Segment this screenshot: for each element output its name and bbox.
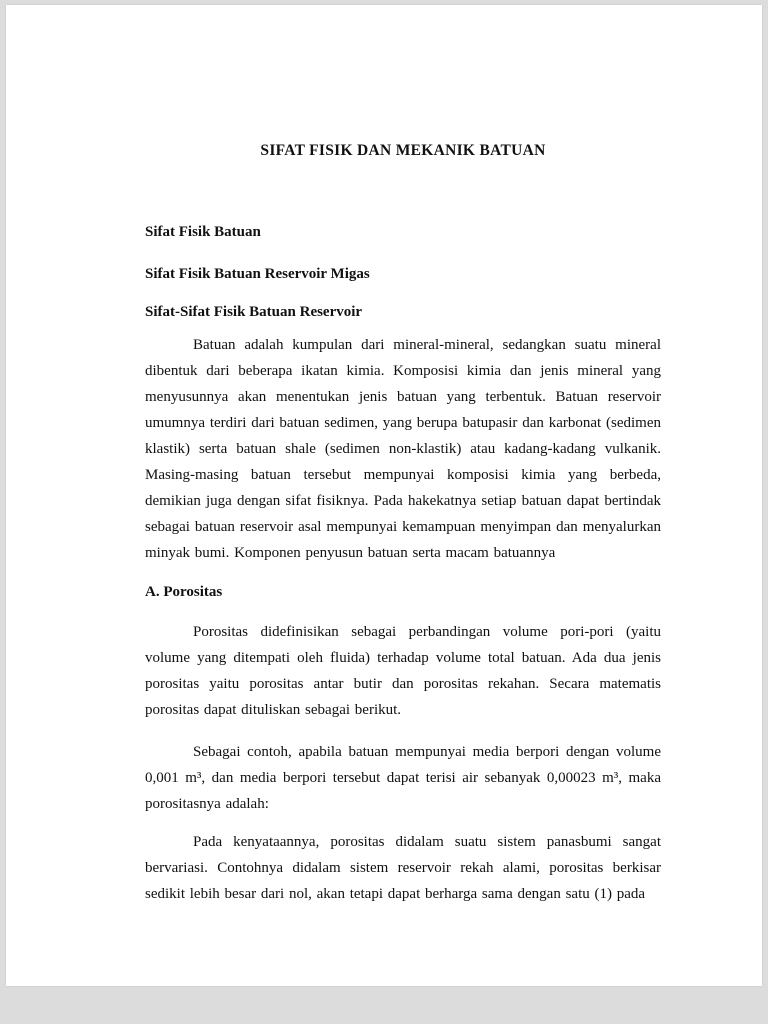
paragraph-porositas-contoh: Sebagai contoh, apabila batuan mempunyai media berpori dengan volume 0,001 m³, dan media berpori tersebut dapat terisi air sebanyak 0,00023 m³, maka porositasnya adalah: [145, 744, 661, 812]
paragraph-porositas-definition: Porositas didefinisikan sebagai perbandingan volume pori-pori (yaitu volume yang ditempati oleh fluida) terhadap volume total batuan. Ada dua jenis porositas yaitu porositas antar butir dan porositas rekahan. Secara matematis porositas dapat dituliskan sebagai berikut. [145, 624, 661, 718]
heading-porositas: A. Porositas [145, 584, 223, 600]
document-title-text: SIFAT FISIK DAN MEKANIK BATUAN [260, 142, 546, 159]
heading-sifat-fisik-batuan-reservoir-migas: Sifat Fisik Batuan Reservoir Migas [145, 266, 370, 282]
heading-sifat-sifat-fisik-batuan-reservoir: Sifat-Sifat Fisik Batuan Reservoir [145, 304, 363, 320]
document-content [145, 138, 661, 907]
paragraph-batuan-definition: Batuan adalah kumpulan dari mineral-mineral, sedangkan suatu mineral dibentuk dari beberapa ikatan kimia. Komposisi kimia dan jenis mineral yang menyusunnya akan menentukan jenis batuan yang terbentuk. Batuan reservoir umumnya terdiri dari batuan sedimen, yang berupa batupasir dan karbonat (sedimen klastik) serta batuan shale (sedimen non-klastik) atau kadang-kadang vulkanik. Masing-masing batuan tersebut mempunyai komposisi kimia yang berbeda, demikian juga dengan sifat fisiknya. Pada hakekatnya setiap batuan dapat bertindak sebagai batuan reservoir asal mempunyai kemampuan menyimpan dan menyalurkan minyak bumi. Komponen penyusun batuan serta macam batuannya [145, 337, 661, 561]
document-title [145, 138, 661, 164]
document-page [6, 5, 762, 986]
heading-sifat-fisik-batuan: Sifat Fisik Batuan [145, 224, 261, 240]
paragraph-porositas-panasbumi: Pada kenyataannya, porositas didalam suatu sistem panasbumi sangat bervariasi. Contohnya didalam sistem reservoir rekah alami, porositas berkisar sedikit lebih besar dari nol, akan tetapi dapat berharga sama dengan satu (1) pada [145, 834, 661, 902]
